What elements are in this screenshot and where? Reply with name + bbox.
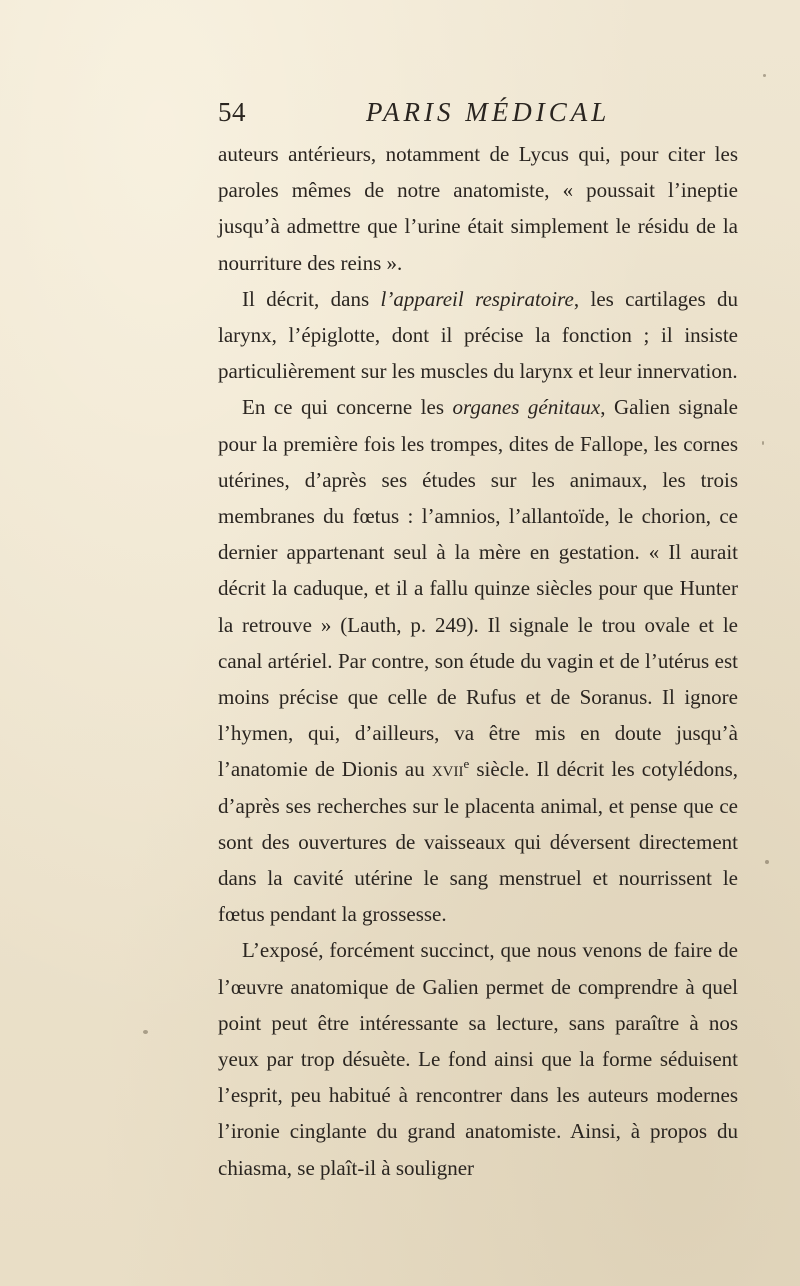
paragraph-text: Il décrit, dans <box>242 286 381 311</box>
paragraph-summary: L’exposé, forcément succinct, que nous venons de faire de l’œuvre anatomique de Galien permet de comprendre à quel point peut être intéressante sa lecture, sans paraître à nos yeux par trop désuète. Le fond ainsi que la forme séduisent l’esprit, peu habitué à rencontrer dans les auteurs modernes l’ironie cinglante du grand anatomiste. Ainsi, à propos du chiasma, se plaît-il à souligner <box>218 938 738 1180</box>
paragraph-text: siècle. Il décrit les cotylédons, d’après ses recherches sur le placenta animal, et pense que ce sont des ouvertures de vaisseaux qui déversent directement dans la cavité utérine le sang menstruel et nourrissent le fœtus pendant la grossesse. <box>218 757 738 927</box>
paper-speck <box>765 860 769 864</box>
century-numeral: xvii <box>431 757 464 782</box>
page-header <box>218 92 738 132</box>
paragraph-continuation: auteurs antérieurs, notamment de Lycus qui, pour citer les paroles mêmes de notre anatomiste, « poussait l’ineptie jusqu’à admettre que l’urine était simplement le résidu de la nourriture des reins ». <box>218 142 738 275</box>
paper-speck <box>763 74 766 77</box>
emphasis-respiratory: l’appareil respiratoire <box>380 286 574 311</box>
paragraph-text: , Galien signale pour la première fois les trompes, dites de Fallope, les cornes utérines, d’après ses études sur les animaux, les trois membranes du fœtus : l’amnios, l’allantoïde, le chorion, ce dernier appartenant seul à la mère en gestation. « Il aurait décrit la caduque, et il a fallu quinze siècles pour que Hunter la retrouve » (Lauth, p. 249). Il signale le trou ovale et le canal artériel. Par contre, son étude du vagin et de l’utérus est moins précise que celle de Rufus et de Soranus. Il ignore l’hymen, qui, d’ailleurs, va être mis en doute jusqu’à l’anatomie de Dionis au <box>218 395 738 782</box>
paragraph-text: , les cartilages du larynx, l’épiglotte, dont il précise la fonction ; il insiste particulièrement sur les muscles du larynx et leur innervation. <box>218 286 739 384</box>
paragraph-genital <box>218 389 738 932</box>
paragraph-text: En ce qui concerne les <box>242 395 453 420</box>
body-text <box>218 136 738 1186</box>
running-title: PARIS MÉDICAL <box>366 97 611 127</box>
paper-speck <box>762 441 764 445</box>
century-superscript: e <box>463 756 470 772</box>
paper-speck <box>143 1030 148 1034</box>
emphasis-genital: organes génitaux <box>452 395 601 420</box>
paragraph-respiratory <box>218 281 738 390</box>
page-number: 54 <box>218 97 246 127</box>
